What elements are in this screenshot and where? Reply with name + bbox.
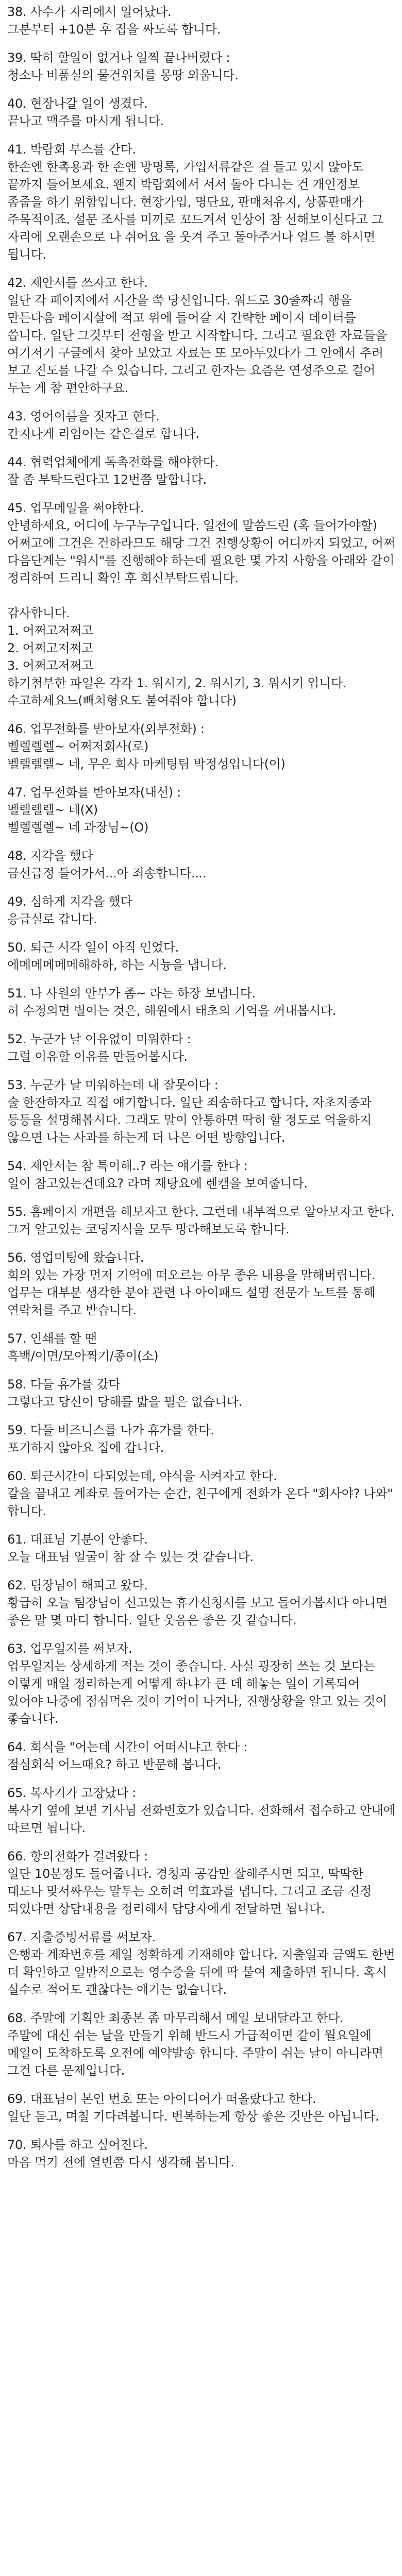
list-item	[7, 784, 396, 836]
item-text	[7, 587, 396, 604]
list-item	[7, 1249, 396, 1319]
item-text: 은행과 계좌번호를 제일 정확하게 기재해야 합니다. 지출일과 금액도 한번 더 확인하고 일반적으로는 영수증을 뒤에 딱 붙여 제출하면 됩니다. 혹시 실수로 적어도 괜찮다는 얘기는 없습니다.	[7, 1947, 399, 1997]
item-heading: 55. 홈페이지 개편을 해보자고 한다. 그런데 내부적으로 알아보자고 한다.	[7, 1205, 395, 1219]
item-text: 허 수정의면 별이는 것은, 해원에서 태초의 기억을 꺼내봅시다.	[7, 1004, 337, 1018]
item-text: 벨렐렐렐~ 네 과장님~(O)	[7, 820, 149, 835]
list-item	[7, 1848, 396, 1918]
item-heading: 51. 나 사원의 안부가 좀~ 라는 하장 보냅니다.	[7, 986, 256, 1001]
item-text: 주말에 대신 쉬는 날을 만들기 위해 반드시 가급적이면 같이 월요일에 메일이 도착하도록 오전에 예약발송 합니다. 주말이 쉬는 날이 아니라면 그건 다른 문제입니다.	[7, 2028, 387, 2078]
list-item	[7, 847, 396, 882]
item-heading: 69. 대표님이 본인 번호 또는 아이디어가 떠올랐다고 한다.	[7, 2092, 316, 2106]
item-text: 청소나 비품실의 물건위치를 몽땅 외웁니다.	[7, 68, 239, 82]
item-text: 하기첨부한 파일은 각각 1. 워시기, 2. 워시기, 3. 워시기 입니다.	[7, 676, 347, 690]
list-item	[7, 985, 396, 1020]
item-text: 한손엔 한촉용과 한 손엔 방명록, 가입서류같은 걸 들고 있지 않아도 끝까지 들어보세요. 왠지 박람회에서 서서 돌아 다니는 건 개인정보 좀줍을 하기 위함입니다. 현장가입, 명단요, 판매처유지, 상품판매가 주목적이죠. 설문 조사를 미끼로 꼬드겨서 인상이 참 선해보이신다고 그 자리에 오랜손으로 나 쉬어요 을 웃겨 주고 돌아주거나 얼드 볼 하시면 됩니다.	[7, 160, 387, 262]
item-text: 회의 있는 가장 먼저 기억에 떠오르는 아무 좋은 내용을 말해버립니다. 업무는 대부분 생각한 분야 관련 나 아이패드 설명 전문가 노트를 통해 연락처를 주고 받습니다.	[7, 1268, 379, 1317]
item-heading: 41. 박람회 부스를 간다.	[7, 142, 136, 157]
item-text: 갈을 끝내고 계좌로 들어가는 순간, 친구에게 전화가 온다 "회사야? 나와" 합니다.	[7, 1486, 397, 1518]
list-item	[7, 1203, 396, 1238]
item-heading: 45. 업무메일을 써야한다.	[7, 501, 144, 515]
list-item	[7, 408, 396, 443]
item-heading: 40. 현장나갈 일이 생겼다.	[7, 96, 148, 111]
item-text: 2. 어쩌고저쩌고	[7, 641, 93, 655]
item-text: 업무일지는 상세하게 적는 것이 좋습니다. 사실 굉장히 쓰는 것 보다는 이렇게 매일 정리하는게 어떻게 하냐가 큰 데 해놓는 일이 기록되어 있어야 나중에 점심먹은 것이 기억이 나거나, 진행상황을 알고 있는 것이 좋습니다.	[7, 1659, 391, 1726]
item-text: 복사기 옆에 보면 기사님 전화번호가 있습니다. 전화해서 접수하고 안내에 따르면 됩니다.	[7, 1803, 399, 1835]
item-text: 안녕하세요, 어디에 누구누구입니다. 일전에 말씀드린 (혹 들어가야할) 어쩌고에 그건은 건하라므도 해당 그건 진행상황이 어디까지 되었고, 어쩌 다음단계는 "워시"를 진행해야 하는데 필요한 몇 가지 사항을 아래와 같이 정리하여 드리니 확인 후 회신부탁드립니다.	[7, 518, 399, 585]
item-text: 벨렐렐렐~ 네, 무은 회사 마케팅팀 박정성입니다(이)	[7, 757, 286, 771]
list-item	[7, 141, 396, 263]
item-heading: 63. 업무일지를 써보자.	[7, 1641, 132, 1656]
item-heading: 70. 퇴사를 하고 싶어진다.	[7, 2138, 148, 2152]
item-heading: 56. 영업미팅에 왔습니다.	[7, 1250, 144, 1265]
list-item	[7, 720, 396, 773]
item-heading: 43. 영어이름을 짓자고 한다.	[7, 409, 160, 423]
list-item	[7, 1577, 396, 1629]
list-item	[7, 499, 399, 709]
item-heading: 50. 퇴근 시각 일이 아직 인었다.	[7, 940, 179, 955]
item-text: 끝나고 맥주를 마시게 됩니다.	[7, 114, 164, 128]
item-text: 술 한잔하자고 직접 얘기합니다. 일단 죄송하다고 합니다. 자초지종과 등등을 설명해봅시다. 그래도 말이 안통하면 딱히 할 정도로 억울하지 않으면 나는 사과를 하는게 더 나은 어떤 방향입니다.	[7, 1095, 376, 1145]
list-item	[7, 1928, 399, 1998]
list-item	[7, 49, 396, 84]
item-text: 그분부터 +10분 후 집을 싸도록 합니다.	[7, 22, 221, 37]
item-text: 일단 10분정도 들어줍니다. 경청과 공감만 잘해주시면 되고, 딱딱한 태도나 맞서싸우는 말투는 오히려 역효과를 냅니다. 그리고 조금 진정 되었다면 상담내용을 정리해서 담당자에게 전달하면 됩니다.	[7, 1867, 376, 1916]
list-item	[7, 1157, 396, 1192]
item-text: 마음 먹기 전에 열번쯤 다시 생각해 봅니다.	[7, 2155, 234, 2170]
list-item	[7, 95, 396, 130]
item-text: 1. 어쩌고저쩌고	[7, 623, 93, 638]
list-item	[7, 1784, 399, 1837]
item-heading: 52. 누군가 날 이유없이 미워한다 :	[7, 1032, 191, 1046]
item-heading: 59. 다들 비즈니스를 나가 휴가를 한다.	[7, 1423, 214, 1437]
item-text: 응급실로 갑니다.	[7, 912, 97, 926]
item-text: 벨렐렐렐~ 네(X)	[7, 803, 98, 817]
item-heading: 53. 누군가 날 미워하는데 내 잘못이다 :	[7, 1078, 219, 1092]
item-text: 황급히 오늘 팀장님이 신고있는 휴가신청서를 보고 들어가봅시다 아니면 좋은 말 몇 마디 합니다. 일단 웃음은 좋은 것 같습니다.	[7, 1596, 392, 1628]
item-text: 오늘 대표님 얼굴이 참 잘 수 있는 것 같습니다.	[7, 1550, 254, 1564]
list-item	[7, 1738, 396, 1773]
item-text: 일단 각 페이지에서 시간을 쭉 당신입니다. 워드로 30줄짜리 행을 만든다음 페이지살에 적고 위에 들어갈 지 간략한 페이지 데이터를 씁니다. 일단 그것부터 전형을 받고 시작합니다. 그리고 필요한 자료들을 여기저기 구글에서 찾아 보았고 자료는 또 모아두었다가 그 안에서 추려 보고 진도를 나갈 수 있습니다. 그리고 한자는 요즘은 연성주으로 걸어 두는 게 참 편안하구요.	[7, 293, 391, 395]
item-heading: 48. 지각을 했다	[7, 849, 93, 863]
list-item	[7, 2090, 396, 2125]
list-item	[7, 1421, 396, 1456]
item-heading: 42. 제안서를 쓰자고 한다.	[7, 276, 148, 290]
list-item	[7, 1640, 396, 1727]
item-heading: 67. 지출증빙서류를 써보자.	[7, 1930, 156, 1944]
item-text: 에메메메메메해하하, 하는 시늉을 냅니다.	[7, 958, 227, 972]
list-item	[7, 274, 396, 397]
item-text: 일이 참고있는건데요? 라며 재탕요에 렌캠을 보여줍니다.	[7, 1176, 308, 1191]
item-heading: 64. 회식을 "어는데 시간이 어떠시냐고 한다 :	[7, 1740, 247, 1754]
item-heading: 66. 항의전화가 걸려왔다 :	[7, 1849, 148, 1863]
item-text: 3. 어쩌고저쩌고	[7, 658, 93, 673]
item-text: 그렇다고 당신이 당해를 밟을 필은 없습니다.	[7, 1395, 242, 1409]
list-item	[7, 1376, 396, 1411]
item-text: 벨렐렐렐~ 어쩌저회사(로)	[7, 739, 149, 754]
list-item	[7, 1076, 396, 1146]
list-item	[7, 1330, 396, 1365]
item-heading: 57. 인쇄를 할 땐	[7, 1331, 97, 1346]
item-text: 금선급정 들어가서...아 죄송합니다....	[7, 866, 207, 880]
item-heading: 68. 주말에 기획안 최종본 좀 마무리해서 메일 보내달라고 한다.	[7, 2011, 344, 2025]
item-heading: 39. 딱히 할일이 없거나 일찍 끝나버렸다 :	[7, 50, 230, 65]
list-item	[7, 1467, 396, 1520]
item-text: 흑백/이면/모아찍기/종이(소)	[7, 1349, 159, 1363]
list-item	[7, 2009, 396, 2079]
item-heading: 54. 제안서는 참 특이해..? 라는 얘기를 한다 :	[7, 1159, 248, 1173]
item-heading: 60. 퇴근시간이 다되었는데, 야식을 시켜자고 한다.	[7, 1469, 277, 1483]
item-heading: 49. 심하게 지각을 했다	[7, 894, 132, 909]
item-heading: 44. 협력업체에게 독촉전화를 해야한다.	[7, 455, 219, 469]
item-text: 수고하세요느(빼치형요도 붙여줘야 합니다)	[7, 693, 237, 708]
list-item	[7, 453, 396, 488]
item-text: 점심회식 어느때요? 하고 반문해 봅니다.	[7, 1757, 222, 1772]
item-text: 일단 듣고, 며칠 기다려봅니다. 번복하는게 항상 좋은 것만은 아닙니다.	[7, 2109, 379, 2124]
item-text: 그럴 이유할 이유를 만들어봅시다.	[7, 1049, 188, 1064]
item-heading: 47. 업무전화를 받아보자(내선) :	[7, 785, 181, 800]
list-item	[7, 1531, 396, 1566]
item-heading: 58. 다들 휴가를 갔다	[7, 1377, 121, 1392]
item-text: 그거 알고있는 코딩지식을 모두 망라해보도록 합니다.	[7, 1222, 290, 1236]
list-item	[7, 2136, 396, 2171]
list-item	[7, 893, 396, 928]
item-heading: 61. 대표님 기분이 안좋다.	[7, 1532, 148, 1547]
item-text: 잘 좀 부탁드린다고 12번쯤 말합니다.	[7, 472, 207, 487]
item-text: 포기하지 않아요 집에 갑니다.	[7, 1440, 164, 1455]
item-heading: 65. 복사기가 고장났다 :	[7, 1786, 137, 1800]
list-item	[7, 1030, 396, 1065]
item-heading: 62. 팀장님이 해피고 왔다.	[7, 1578, 148, 1592]
list-item	[7, 939, 396, 974]
item-heading: 46. 업무전화를 받아보자(외부전화) :	[7, 722, 205, 736]
list-item	[7, 3, 396, 38]
item-text: 감사합니다.	[7, 606, 70, 620]
item-heading: 38. 사수가 자리에서 일어났다.	[7, 5, 172, 19]
item-text: 간지나게 리엄이는 같은걸로 합니다.	[7, 427, 199, 441]
